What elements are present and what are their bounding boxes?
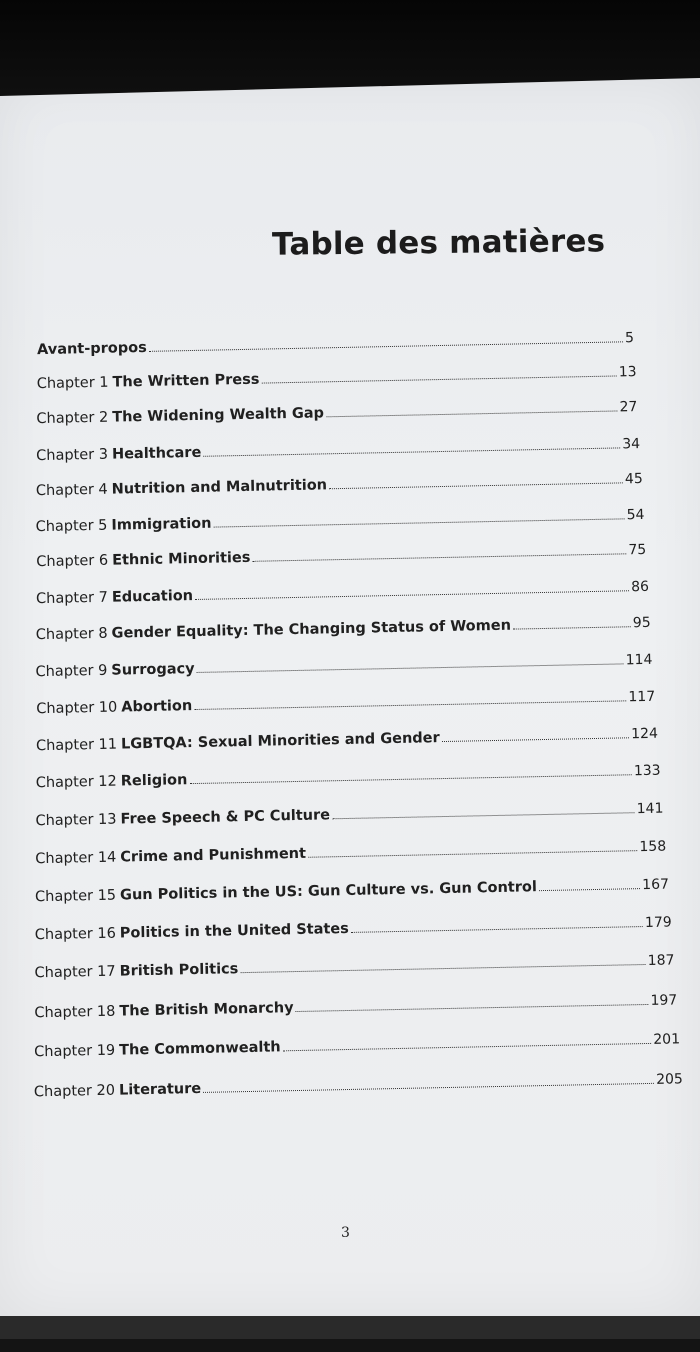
- toc-chapter-number: Chapter 5: [35, 517, 108, 536]
- toc-entry-label: [37, 340, 147, 358]
- toc-chapter-number: Chapter 11: [35, 736, 118, 755]
- toc-entry-label: [34, 1081, 201, 1100]
- toc-chapter-number: Chapter 15: [34, 887, 117, 906]
- toc-entry-label: [36, 618, 511, 644]
- toc-chapter-title: LGBTQA: Sexual Minorities and Gender: [120, 730, 440, 753]
- toc-entry-label: [34, 1039, 281, 1060]
- toc-page-number: 5: [624, 330, 635, 347]
- toc-page-number: 34: [622, 436, 641, 453]
- toc-dot-leader: [329, 482, 623, 489]
- toc-chapter-title: The Written Press: [112, 371, 260, 391]
- toc-chapter-title: Surrogacy: [111, 661, 195, 679]
- toc-dot-leader: [332, 812, 635, 819]
- page-number: 3: [341, 1225, 350, 1241]
- toc-dot-leader: [203, 1083, 654, 1093]
- toc-dot-leader: [283, 1043, 652, 1051]
- toc-page-number: 205: [655, 1071, 684, 1088]
- toc-chapter-title: The Widening Wealth Gap: [112, 405, 325, 426]
- toc-entry: [34, 946, 674, 981]
- toc-entry-label: [35, 661, 194, 680]
- toc-chapter-number: Chapter 10: [36, 699, 118, 718]
- toc-chapter-title: The Commonwealth: [119, 1039, 281, 1059]
- toc-chapter-title: Gun Politics in the US: Gun Culture vs. Gun Control: [119, 879, 538, 904]
- toc-entry-label: [35, 516, 211, 536]
- toc-chapter-number: Chapter 3: [36, 446, 109, 465]
- toc-chapter-title: Literature: [118, 1080, 202, 1099]
- toc-entry: [36, 573, 649, 607]
- toc-chapter-title: Healthcare: [111, 444, 202, 463]
- toc-dot-leader: [195, 590, 629, 600]
- toc-entry-label: [36, 477, 327, 499]
- toc-entry: [34, 1025, 680, 1060]
- toc-chapter-title: Education: [111, 588, 194, 606]
- toc-entry: [36, 536, 646, 570]
- toc-chapter-title: Gender Equality: The Changing Status of Women: [111, 617, 512, 642]
- toc-chapter-number: Chapter 13: [35, 811, 117, 830]
- toc-chapter-number: Chapter 20: [33, 1082, 116, 1101]
- toc-page-number: 187: [647, 952, 675, 969]
- toc-entry-label: [36, 588, 193, 607]
- toc-entry: [36, 683, 655, 717]
- toc-dot-leader: [240, 964, 645, 973]
- toc-entry-label: [36, 405, 324, 427]
- toc-entry: [35, 646, 652, 680]
- toc-chapter-number: Chapter 14: [35, 849, 117, 868]
- toc-chapter-title: Nutrition and Malnutrition: [111, 477, 328, 498]
- toc-dot-leader: [149, 341, 623, 352]
- toc-entry: [36, 465, 643, 499]
- toc-dot-leader: [326, 410, 618, 417]
- toc-chapter-number: Chapter 6: [36, 552, 109, 571]
- toc-entry: [35, 871, 669, 906]
- toc-page-number: 167: [642, 876, 670, 894]
- toc-entry: [35, 795, 663, 830]
- toc-dot-leader: [351, 926, 643, 933]
- toc-entry: [35, 833, 666, 868]
- toc-chapter-title: Avant-propos: [36, 339, 147, 359]
- toc-entry-label: [35, 807, 330, 829]
- toc-entry: [36, 720, 658, 754]
- toc-chapter-number: Chapter 4: [35, 481, 108, 500]
- toc-page-number: 45: [624, 470, 643, 488]
- toc-entry: [35, 501, 644, 535]
- toc-entry-label: [36, 550, 250, 570]
- toc-chapter-number: Chapter 18: [34, 1003, 116, 1022]
- toc-page-number: 117: [628, 688, 656, 706]
- toc-page-number: 158: [639, 838, 667, 856]
- toc-chapter-title: Religion: [120, 772, 188, 790]
- toc-dot-leader: [308, 850, 637, 858]
- toc-chapter-title: Immigration: [111, 515, 212, 534]
- toc-entry-label: [36, 445, 201, 464]
- toc-chapter-number: Chapter 17: [34, 963, 116, 982]
- toc-entry-label: [34, 961, 238, 981]
- toc-page-number: 13: [618, 364, 637, 381]
- toc-chapter-title: Free Speech & PC Culture: [120, 807, 331, 828]
- toc-entry-label: [36, 772, 188, 791]
- toc-chapter-title: Abortion: [121, 698, 193, 716]
- toc-dot-leader: [442, 737, 630, 742]
- toc-dot-leader: [296, 1004, 649, 1012]
- toc-entry: [36, 393, 637, 427]
- toc-page-number: 124: [631, 725, 659, 743]
- toc-chapter-number: Chapter 9: [35, 662, 108, 681]
- toc-dot-leader: [261, 375, 616, 383]
- toc-page-number: 75: [628, 541, 647, 559]
- toc-chapter-number: Chapter 16: [34, 925, 117, 944]
- toc-chapter-number: Chapter 7: [35, 589, 109, 608]
- toc-chapter-number: Chapter 2: [36, 409, 109, 428]
- toc-dot-leader: [252, 553, 626, 562]
- toc-entry: [36, 358, 636, 392]
- toc-dot-leader: [539, 888, 640, 891]
- toc-page-number: 114: [625, 651, 653, 669]
- toc-page-number: 27: [619, 399, 638, 416]
- toc-page-number: 86: [630, 578, 650, 596]
- toc-page-number: 197: [650, 992, 678, 1009]
- toc-chapter-number: Chapter 1: [36, 374, 109, 393]
- toc-dot-leader: [513, 626, 631, 629]
- toc-page-number: 133: [633, 762, 661, 780]
- toc-entry: [35, 908, 672, 943]
- toc-entry-label: [36, 698, 192, 717]
- toc-dot-leader: [203, 447, 620, 456]
- toc-chapter-title: British Politics: [119, 961, 239, 980]
- toc-entry-label: [36, 730, 440, 754]
- toc-dot-leader: [197, 663, 624, 673]
- toc-entry: [34, 986, 677, 1021]
- toc-page-number: 201: [653, 1031, 681, 1048]
- toc-entry: [35, 757, 660, 792]
- toc-entry-label: [35, 921, 349, 943]
- toc-dot-leader: [189, 774, 632, 784]
- toc-entry-label: [35, 879, 537, 905]
- toc-dot-leader: [214, 518, 625, 527]
- toc-chapter-number: Chapter 19: [34, 1042, 116, 1061]
- toc-page-number: 95: [632, 614, 651, 632]
- toc-entry-label: [35, 846, 306, 867]
- toc-page-number: 54: [626, 506, 645, 524]
- toc-entry-label: [34, 1000, 294, 1021]
- toc-chapter-title: Crime and Punishment: [120, 845, 307, 866]
- toc-page-number: 179: [644, 914, 672, 932]
- toc-chapter-title: Politics in the United States: [119, 920, 349, 942]
- toc-entry: [36, 430, 640, 464]
- toc-chapter-title: The British Monarchy: [119, 1000, 294, 1020]
- toc-dot-leader: [194, 700, 626, 710]
- toc-title: Table des matières: [271, 223, 606, 263]
- toc-entry: [37, 324, 634, 358]
- toc-entry: [36, 609, 651, 643]
- toc-entry-label: [37, 372, 260, 392]
- toc-chapter-title: Ethnic Minorities: [111, 549, 251, 569]
- toc-chapter-number: Chapter 12: [35, 773, 117, 792]
- toc-entry: [34, 1065, 683, 1100]
- toc-chapter-number: Chapter 8: [35, 625, 108, 644]
- toc-page-number: 141: [636, 800, 664, 818]
